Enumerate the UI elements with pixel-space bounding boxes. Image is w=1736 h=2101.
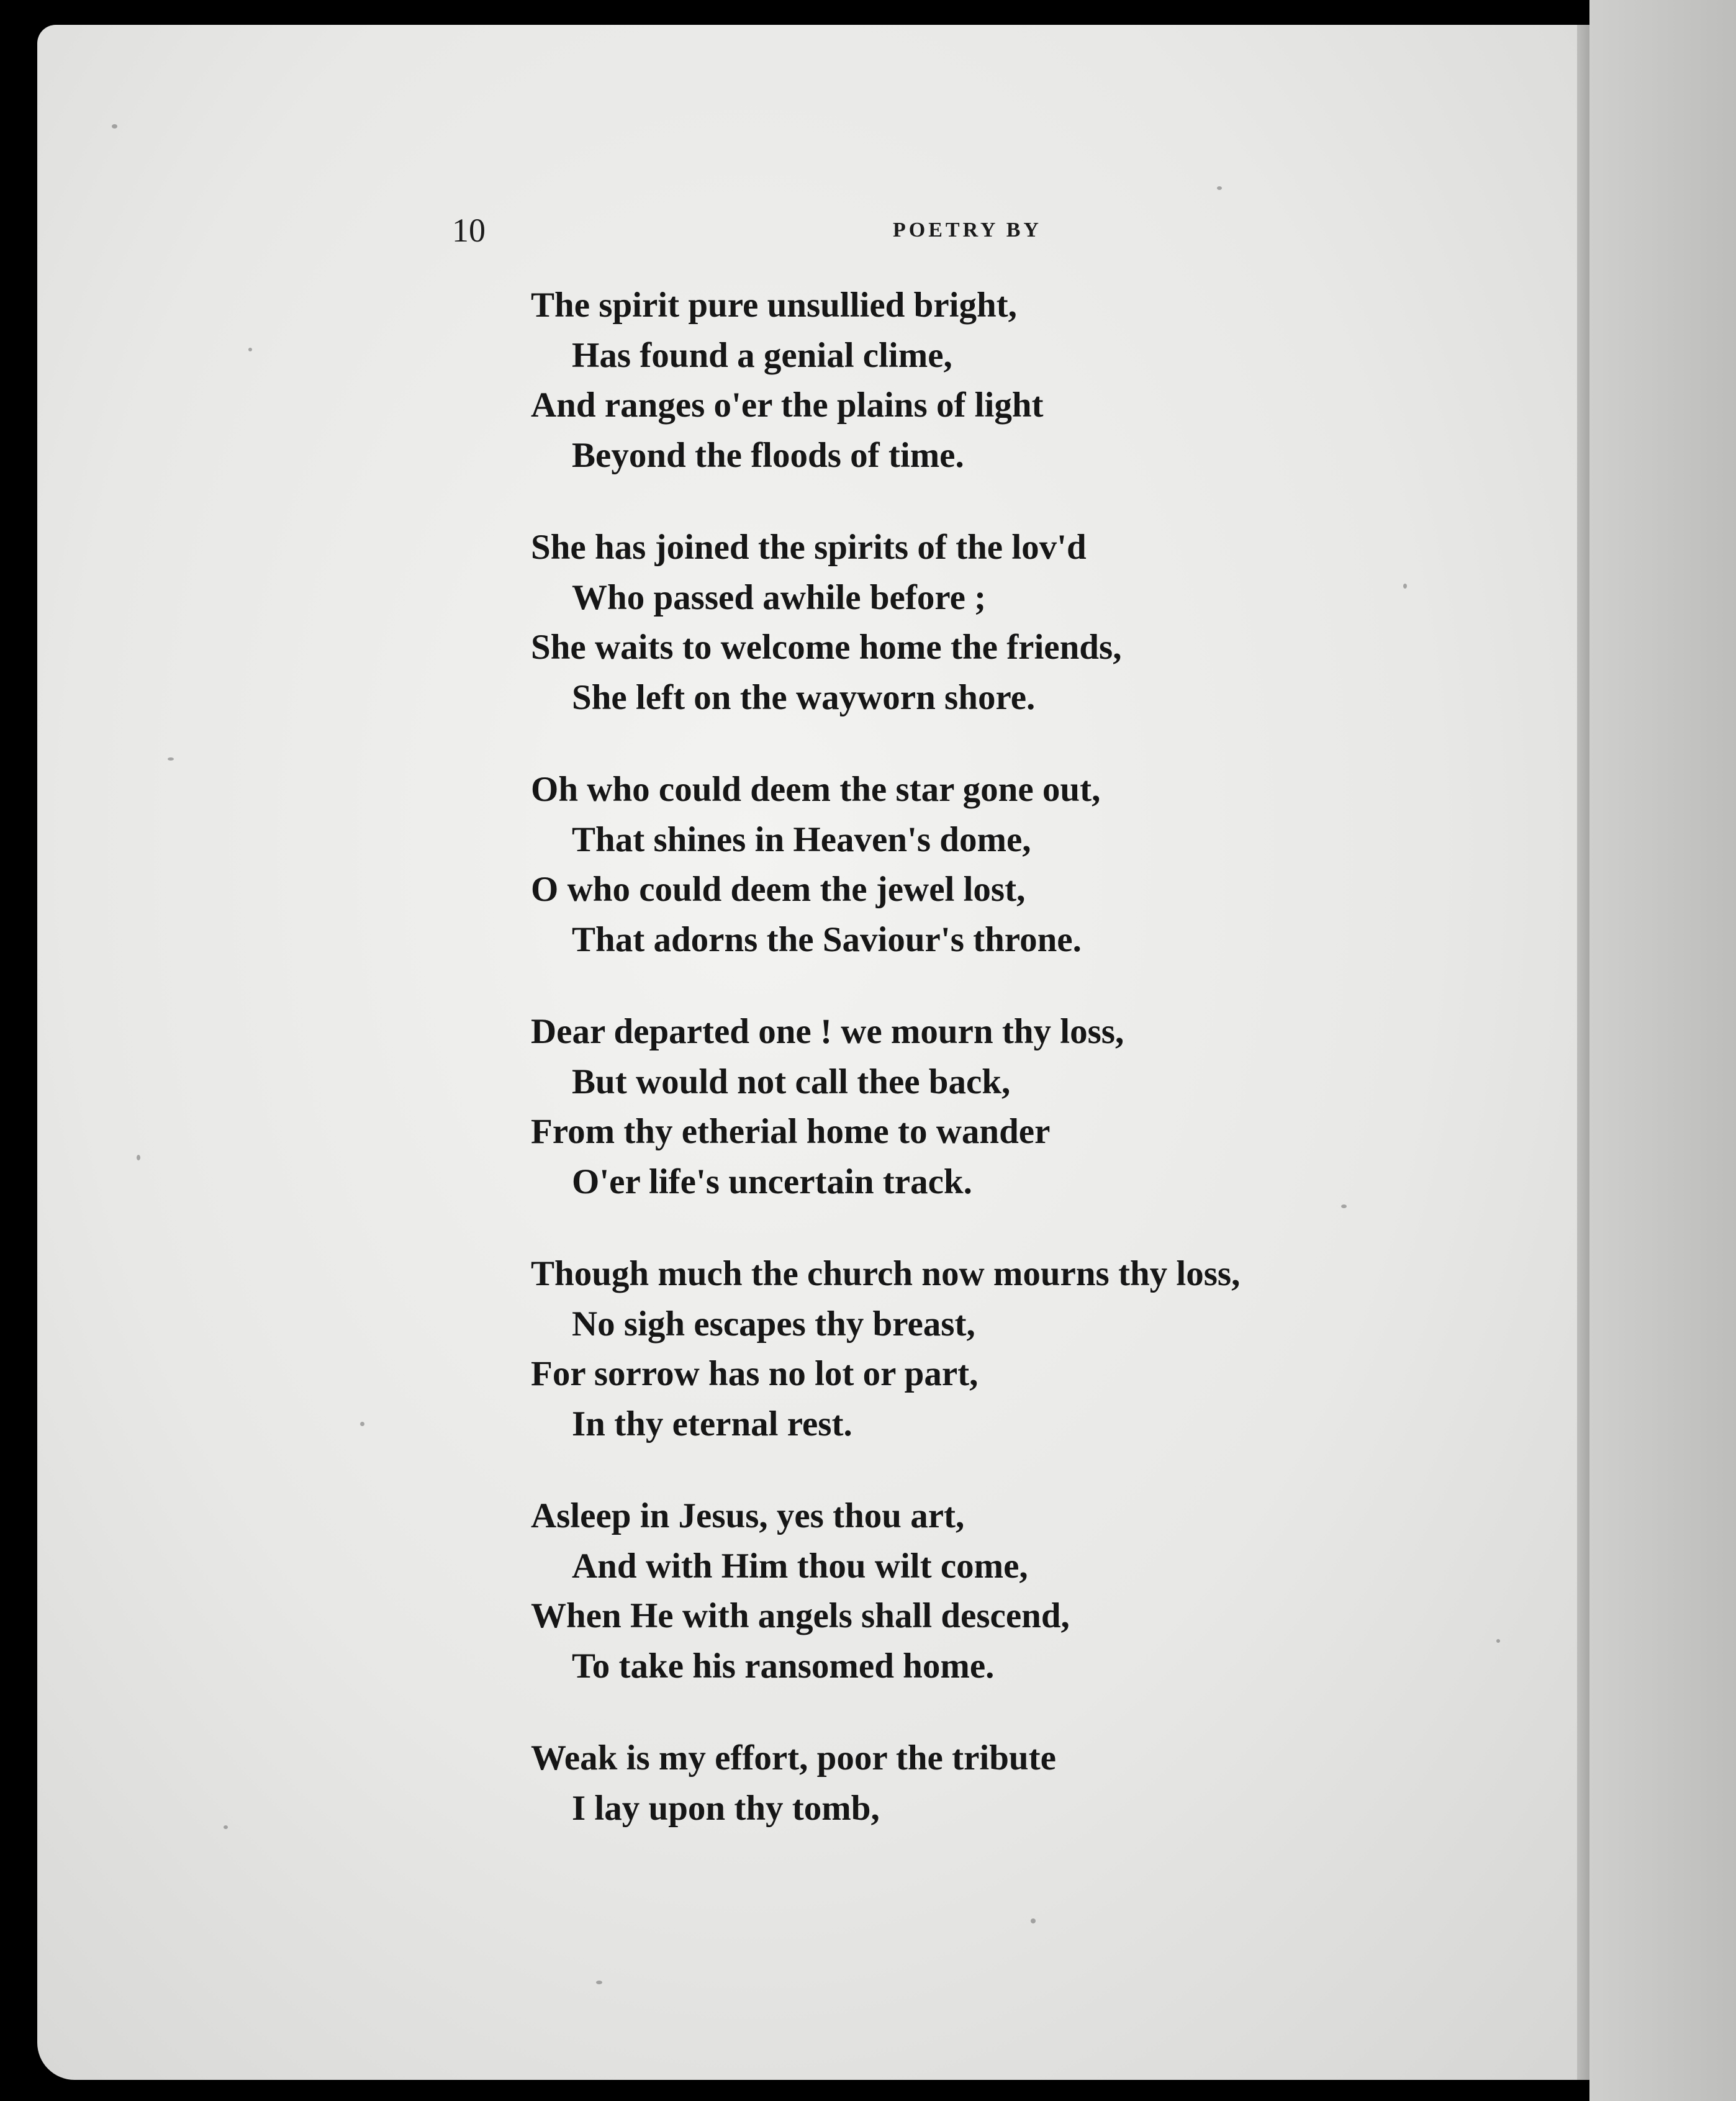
poem-line: I lay upon thy tomb, [572,1788,880,1828]
poem-line: No sigh escapes thy breast, [572,1304,975,1344]
stanza [531,1733,1240,1833]
poem-line: That shines in Heaven's dome, [572,820,1031,859]
facing-page-edge [1589,0,1736,2101]
book-page [37,25,1627,2080]
stanza [531,281,1240,481]
stanza [531,1491,1240,1691]
poem-line: And with Him thou wilt come, [572,1546,1028,1586]
poem-line: She has joined the spirits of the lov'd [531,528,1087,567]
poem-line: To take his ransomed home. [572,1646,995,1686]
poem-line: Oh who could deem the star gone out, [531,770,1101,809]
poem-line: Weak is my effort, poor the tribute [531,1738,1056,1778]
poem-line: Beyond the floods of time. [572,435,964,475]
stanza [531,1007,1240,1207]
stanza [531,523,1240,723]
poem-line: And ranges o'er the plains of light [531,386,1044,425]
stanza [531,1249,1240,1449]
poem-line: That adorns the Saviour's throne. [572,919,1082,959]
poem-line: But would not call thee back, [572,1062,1011,1101]
poem-line: O'er life's uncertain track. [572,1162,972,1201]
poem-line: She waits to welcome home the friends, [531,628,1122,667]
poem-line: She left on the wayworn shore. [572,677,1036,717]
poem-line: From thy etherial home to wander [531,1112,1051,1151]
poem-line: Asleep in Jesus, yes thou art, [531,1496,965,1535]
poem-line: Has found a genial clime, [572,335,952,375]
running-title: POETRY BY [893,219,1042,242]
poem-line: O who could deem the jewel lost, [531,870,1026,909]
poem-line: When He with angels shall descend, [531,1596,1070,1635]
poem-line: In thy eternal rest. [572,1404,852,1444]
poem-line: For sorrow has no lot or part, [531,1354,979,1393]
page-number: 10 [452,212,486,249]
poem-line: Who passed awhile before ; [572,577,987,617]
poem-line: Though much the church now mourns thy loss, [531,1254,1241,1293]
poem-line: The spirit pure unsullied bright, [531,286,1017,325]
stanza [531,765,1240,965]
poem [531,281,1240,1876]
poem-line: Dear departed one ! we mourn thy loss, [531,1012,1124,1051]
